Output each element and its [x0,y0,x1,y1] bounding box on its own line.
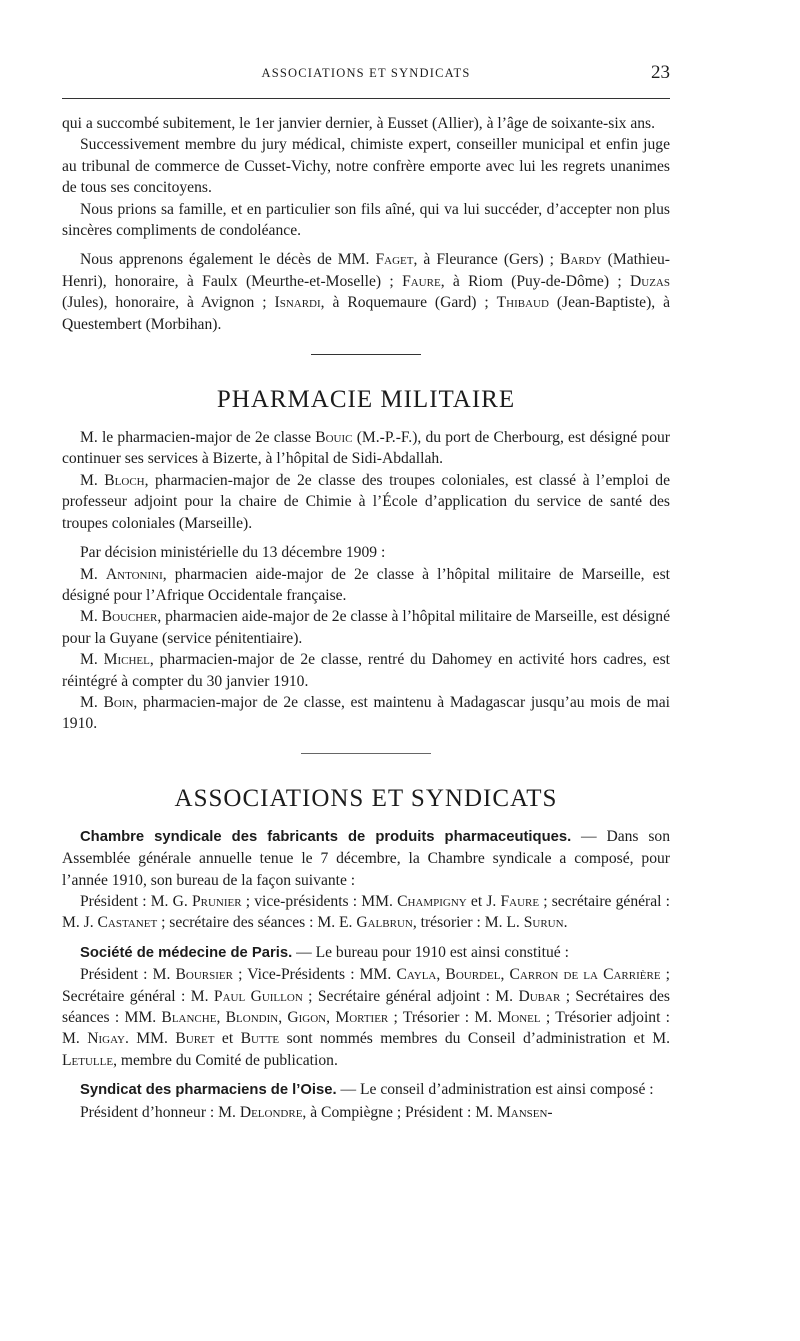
person-name: Boursier [175,966,233,984]
text-run: ; Trésorier adjoint : M. [62,1009,671,1048]
text-run: , à Fleurance (Gers) ; [413,251,561,269]
person-name: Castanet [97,914,158,932]
journal-page [62,60,670,1123]
entry-heading: Syndicat des pharmaciens de l’Oise. [80,1082,337,1099]
text-run: , trésorier : M. L. [412,914,524,932]
person-name: Boin [103,693,134,711]
person-name: Faget [375,251,414,269]
section-title: PHARMACIE MILITAIRE [216,386,516,414]
section-divider [311,354,421,355]
text-run: — Dans son Assemblée générale annuelle tenue le 7 décembre, la Chambre syndicale a composé, pour l’année 1910, son bureau de la façon suivante : [62,827,671,889]
text-run: M. [80,471,105,489]
person-name: Nigay [87,1030,125,1048]
person-name: Prunier [191,892,242,910]
paragraph [62,891,670,934]
text-run: , membre du Comité de publication. [113,1051,338,1069]
paragraph [62,1102,670,1123]
person-name: Butte [240,1030,280,1048]
page-header [62,60,670,84]
text-run: ; vice-présidents : MM. [241,892,398,910]
text-run: ; secrétaire des séances : M. E. [157,914,357,932]
person-name: Mortier [335,1009,389,1026]
person-name: Monel [497,1009,541,1026]
person-name: Champigny [397,892,467,910]
paragraph: Successivement membre du jury médical, chimiste expert, conseiller municipal et enfin juge au tribunal de commerce de Cusset-Vichy, notre confrère emporte avec lui les regrets unanimes de tous ses concitoyens. [62,136,670,197]
text-run: sont nommés membres du Conseil d’administration et M. [279,1030,670,1048]
paragraph [62,942,670,964]
text-run: M. [80,693,104,711]
section-title: ASSOCIATIONS ET SYNDICATS [174,784,558,812]
person-name: Bardy [560,251,602,269]
person-name: Bourdel [445,966,501,984]
text-run: ; Secrétaire général adjoint : M. [302,987,519,1005]
text-run: . MM. [124,1030,176,1048]
person-name: Antonini [105,565,163,583]
person-name: Surun [523,914,564,932]
text-run: Président d’honneur : M. [80,1103,240,1121]
person-name: Michel [103,651,150,669]
person-name: Duzas [630,272,670,290]
paragraph [62,606,670,649]
text-run: Président : M. G. [80,892,192,910]
paragraph [62,826,670,891]
running-title: ASSOCIATIONS ET SYNDICATS [261,66,471,80]
person-name: Isnardi [274,294,321,312]
text-run: M. [80,651,104,669]
text-run: ; Trésorier : M. [388,1009,498,1026]
paragraph [62,692,670,735]
text-run: , [436,966,446,984]
person-name: Delondre [239,1103,303,1121]
text-run: M. le pharmacien-major de 2e classe [80,429,316,447]
person-name: Blanche [161,1009,217,1026]
person-name: Bouic [315,429,353,447]
text-run: , pharmacien aide-major de 2e classe à l’hôpital militaire de Marseille, est désigné pour la Guyane (service pénitentiaire). [62,608,670,647]
text-run: (Jean-Baptiste), à Questembert (Morbihan). [62,294,670,333]
text-run: (Jules), honoraire, à Avignon ; [62,294,275,312]
text-run: (M.-P.-F.), du port de Cherbourg, est désigné pour continuer ses services à Bizerte, à l’hôpital de Sidi-Abdallah. [62,429,670,468]
person-name: Cayla [396,966,437,984]
entry-heading: Société de médecine de Paris. [80,944,293,961]
text-run: ; Secrétaires des séances : MM. [62,987,670,1026]
text-run: (Mathieu-Henri), honoraire, à Faulx (Meurthe-et-Moselle) ; [62,251,670,290]
text-run: M. [80,608,102,626]
text-run: , à Roquemaure (Gard) ; [320,294,497,312]
person-name: Paul Guillon [213,987,303,1005]
text-run: , [326,1009,336,1026]
text-run: Président : M. [80,966,176,984]
person-name: Boucher [101,608,158,626]
text-run: , pharmacien-major de 2e classe, est maintenu à Madagascar jusqu’au mois de mai 1910. [62,693,670,733]
text-run: , [216,1009,226,1026]
person-name: Dubar [518,987,561,1005]
paragraph [62,564,670,607]
text-run: et J. [466,892,501,910]
text-run: , pharmacien aide-major de 2e classe à l’hôpital militaire de Marseille, est désigné pour l’Afrique Occidentale française. [62,565,670,604]
paragraph [62,542,670,563]
text-run: — Le conseil d’administration est ainsi composé : [336,1081,654,1099]
pharmacie-militaire-section [62,385,670,735]
person-name: Thibaud [496,294,549,312]
person-name: Galbrun [356,914,413,932]
entry-heading: Chambre syndicale des fabricants de produits pharmaceutiques. [80,828,572,845]
person-name: Buret [175,1030,215,1048]
text-run: , à Compiègne ; Président : M. [302,1103,497,1121]
person-name: Mansen- [496,1103,553,1121]
obituary-section [62,113,670,335]
person-name: Bloch [104,471,145,489]
text-run: , à Riom (Puy-de-Dôme) ; [440,272,630,290]
person-name: Letulle [62,1051,114,1069]
paragraph [62,427,670,470]
paragraph: Nous prions sa famille, et en particulier son fils aîné, qui va lui succéder, d’accepter non plus sincères compliments de condoléance. [62,200,670,240]
text-run: , [278,1009,288,1026]
paragraph [62,249,670,335]
paragraph [62,649,670,692]
text-run: ; Secrétaire général : M. [62,966,671,1005]
paragraph [62,470,670,534]
section-divider [301,753,431,754]
text-run: . [563,914,568,932]
person-name: Gigon [287,1009,327,1026]
text-run: , pharmacien-major de 2e classe des troupes coloniales, est classé à l’emploi de professeur adjoint pour la chaire de Chimie à l’École d’application du service de santé des troupes coloniales (Marseille). [62,471,670,532]
header-rule [62,98,670,99]
text-run: Par décision ministérielle du 13 décembre 1909 : [80,544,386,562]
text-run: et [214,1030,241,1048]
associations-section [62,784,670,1123]
person-name: Blondin [225,1009,279,1026]
text-run: , pharmacien-major de 2e classe, rentré du Dahomey en activité hors cadres, est réintégré à compter du 30 janvier 1910. [62,651,670,690]
paragraph: qui a succombé subitement, le 1er janvier dernier, à Eusset (Allier), à l’âge de soixante-six ans. [62,115,656,132]
person-name: Faure [500,892,540,910]
text-run: M. [80,565,106,583]
text-run: , [500,966,510,984]
paragraph [62,964,670,1071]
person-name: Faure [402,272,441,290]
text-run: ; Vice-Présidents : MM. [232,966,397,984]
paragraph [62,1079,670,1101]
text-run: — Le bureau pour 1910 est ainsi constitué : [292,943,569,961]
person-name: Carron de la Carrière [509,966,661,984]
text-run: ; secrétaire général : M. J. [62,892,670,932]
page-number: 23 [651,62,670,83]
text-run: Nous apprenons également le décès de MM. [80,251,376,269]
